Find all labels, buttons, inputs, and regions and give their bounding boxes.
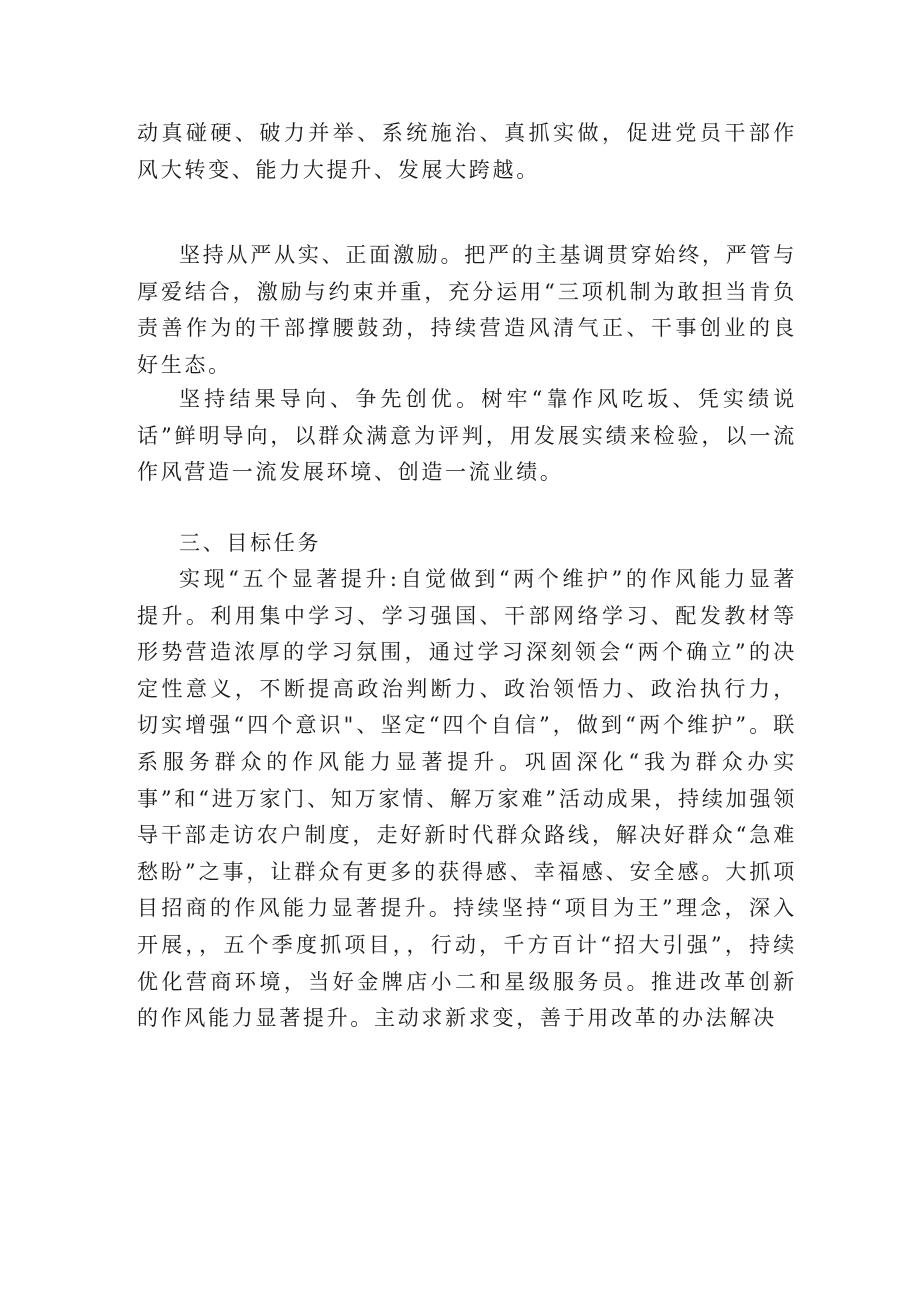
paragraph-work-style-continuation: 动真碰硬、破力并举、系统施治、真抓实做，促进党员干部作风大转变、能力大提升、发展大跨越。 [137, 121, 797, 182]
paragraph-strict-and-incentive: 坚持从严从实、正面激励。把严的主基调贯穿始终，严管与厚爱结合，激励与约束并重，充分运用“三项机制为敢担当肯负责善作为的干部撑腰鼓劲，持续营造风清气正、干事创业的良好生态。 [137, 243, 797, 377]
paragraph-five-improvements: 实现“五个显著提升:自觉做到“两个维护”的作风能力显著提升。利用集中学习、学习强国、干部网络学习、配发教材等形势营造浓厚的学习氛围，通过学习深刻领会“两个确立”的决定性意义，不断提高政治判断力、政治领悟力、政治执行力，切实增强“四个意识"、坚定“四个自信”，做到“两个维护”。联系服务群众的作风能力显著提升。巩固深化“我为群众办实事”和“进万家门、知万家情、解万家难”活动成果，持续加强领导干部走访农户制度，走好新时代群众路线，解决好群众“急难愁盼”之事，让群众有更多的获得感、幸福感、安全感。大抓项目招商的作风能力显著提升。持续坚持“项目为王”理念，深入开展，，五个季度抓项目，，行动，千方百计“招大引强”，持续优化营商环境，当好金牌店小二和星级服务员。推进改革创新的作风能力显著提升。主动求新求变，善于用改革的办法解决 [137, 567, 797, 1031]
paragraph-result-oriented: 坚持结果导向、争先创优。树牢“靠作风吃坂、凭实绩说话”鲜明导向，以群众满意为评判，用发展实绩来检验，以一流作风营造一流发展环境、创造一流业绩。 [137, 387, 797, 485]
section-heading-goals-tasks: 三、目标任务 [179, 531, 322, 555]
